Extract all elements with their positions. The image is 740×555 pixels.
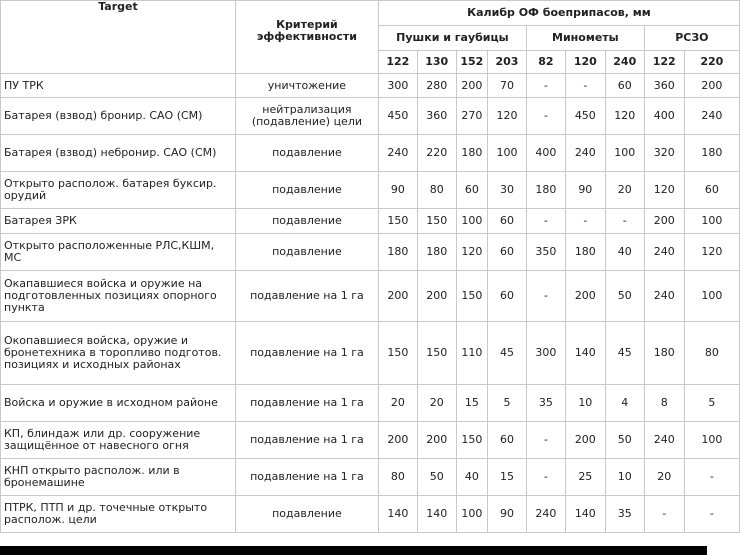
- value-cell: 200: [566, 422, 605, 458]
- value-cell: -: [527, 209, 565, 233]
- target-cell: ПУ ТРК: [1, 74, 235, 97]
- value-cell: 450: [379, 98, 417, 134]
- value-cell: -: [527, 459, 565, 495]
- value-cell: 150: [457, 422, 487, 458]
- value-cell: 110: [457, 322, 487, 384]
- criterion-cell: уничтожение: [236, 74, 378, 97]
- value-cell: 120: [645, 172, 684, 208]
- value-cell: 100: [685, 422, 739, 458]
- value-cell: 50: [606, 271, 644, 321]
- value-cell: -: [685, 459, 739, 495]
- value-cell: 150: [457, 271, 487, 321]
- value-cell: 400: [527, 135, 565, 171]
- target-cell: Батарея (взвод) небронир. САО (СМ): [1, 135, 235, 171]
- value-cell: 240: [685, 98, 739, 134]
- value-cell: 120: [457, 234, 487, 270]
- value-cell: 25: [566, 459, 605, 495]
- value-cell: 50: [418, 459, 456, 495]
- criterion-cell: нейтрализация (подавление) цели: [236, 98, 378, 134]
- value-cell: 240: [645, 271, 684, 321]
- criterion-cell: подавление: [236, 135, 378, 171]
- header-caliber: Калибр ОФ боеприпасов, мм: [379, 1, 739, 25]
- criterion-cell: подавление: [236, 209, 378, 233]
- value-cell: 280: [418, 74, 456, 97]
- value-cell: 140: [379, 496, 417, 532]
- value-cell: 10: [606, 459, 644, 495]
- value-cell: 240: [379, 135, 417, 171]
- value-cell: 140: [566, 322, 605, 384]
- value-cell: 5: [488, 385, 526, 421]
- value-cell: -: [606, 209, 644, 233]
- value-cell: 70: [488, 74, 526, 97]
- value-cell: 360: [418, 98, 456, 134]
- value-cell: 60: [488, 209, 526, 233]
- value-cell: 90: [488, 496, 526, 532]
- value-cell: 450: [566, 98, 605, 134]
- target-cell: КНП открыто располож. или в бронемашине: [1, 459, 235, 495]
- value-cell: 20: [418, 385, 456, 421]
- value-cell: 100: [457, 496, 487, 532]
- value-cell: 180: [527, 172, 565, 208]
- value-cell: 100: [685, 209, 739, 233]
- criterion-cell: подавление на 1 га: [236, 422, 378, 458]
- value-cell: 220: [418, 135, 456, 171]
- value-cell: 180: [685, 135, 739, 171]
- value-cell: 300: [527, 322, 565, 384]
- value-cell: 90: [379, 172, 417, 208]
- value-cell: 200: [645, 209, 684, 233]
- value-cell: 100: [606, 135, 644, 171]
- value-cell: 20: [606, 172, 644, 208]
- value-cell: 180: [379, 234, 417, 270]
- value-cell: 45: [488, 322, 526, 384]
- value-cell: 100: [685, 271, 739, 321]
- value-cell: 15: [488, 459, 526, 495]
- target-cell: ПТРК, ПТП и др. точечные открыто располож. цели: [1, 496, 235, 532]
- table-row: [1, 422, 739, 458]
- caliber-header: 240: [606, 51, 644, 73]
- value-cell: 80: [379, 459, 417, 495]
- header-criterion: Критерий эффективности: [236, 1, 378, 73]
- bottom-black-bar: [0, 546, 707, 555]
- caliber-header: 152: [457, 51, 487, 73]
- value-cell: 8: [645, 385, 684, 421]
- table-row: [1, 209, 739, 233]
- caliber-header: 220: [685, 51, 739, 73]
- value-cell: 80: [418, 172, 456, 208]
- value-cell: 60: [488, 271, 526, 321]
- value-cell: 240: [566, 135, 605, 171]
- target-cell: Войска и оружие в исходном районе: [1, 385, 235, 421]
- value-cell: 200: [685, 74, 739, 97]
- value-cell: -: [645, 496, 684, 532]
- value-cell: 180: [566, 234, 605, 270]
- target-cell: Батарея (взвод) бронир. САО (СМ): [1, 98, 235, 134]
- criterion-cell: подавление: [236, 234, 378, 270]
- value-cell: 120: [488, 98, 526, 134]
- value-cell: -: [566, 209, 605, 233]
- target-cell: Батарея ЗРК: [1, 209, 235, 233]
- value-cell: 150: [379, 209, 417, 233]
- value-cell: 180: [418, 234, 456, 270]
- table-row: [1, 271, 739, 321]
- table-row: [1, 385, 739, 421]
- caliber-header: 120: [566, 51, 605, 73]
- value-cell: 240: [645, 422, 684, 458]
- header-target: Target: [1, 1, 235, 73]
- value-cell: 20: [379, 385, 417, 421]
- value-cell: 60: [606, 74, 644, 97]
- value-cell: 4: [606, 385, 644, 421]
- value-cell: 200: [379, 271, 417, 321]
- table-row: [1, 459, 739, 495]
- table-row: [1, 135, 739, 171]
- header-group-mlrs: РСЗО: [645, 26, 739, 50]
- target-cell: Окапавшиеся войска и оружие на подготовленных позициях опорного пункта: [1, 271, 235, 321]
- caliber-header: 122: [379, 51, 417, 73]
- value-cell: 400: [645, 98, 684, 134]
- target-cell: КП, блиндаж или др. сооружение защищённое от навесного огня: [1, 422, 235, 458]
- value-cell: 60: [488, 234, 526, 270]
- value-cell: 150: [379, 322, 417, 384]
- value-cell: 5: [685, 385, 739, 421]
- value-cell: 45: [606, 322, 644, 384]
- value-cell: 35: [606, 496, 644, 532]
- value-cell: 100: [457, 209, 487, 233]
- value-cell: 360: [645, 74, 684, 97]
- value-cell: 60: [457, 172, 487, 208]
- value-cell: 15: [457, 385, 487, 421]
- value-cell: 270: [457, 98, 487, 134]
- value-cell: -: [527, 98, 565, 134]
- caliber-header: 122: [645, 51, 684, 73]
- value-cell: 120: [685, 234, 739, 270]
- value-cell: 200: [457, 74, 487, 97]
- value-cell: 30: [488, 172, 526, 208]
- table-row: [1, 234, 739, 270]
- value-cell: 140: [418, 496, 456, 532]
- caliber-header: 82: [527, 51, 565, 73]
- value-cell: 120: [606, 98, 644, 134]
- value-cell: 100: [488, 135, 526, 171]
- table-row: [1, 322, 739, 384]
- table-row: [1, 98, 739, 134]
- value-cell: 80: [685, 322, 739, 384]
- value-cell: 180: [457, 135, 487, 171]
- value-cell: 200: [418, 271, 456, 321]
- target-cell: Окопавшиеся войска, оружие и бронетехника в торопливо подготов. позициях и исходных районах: [1, 322, 235, 384]
- value-cell: 200: [566, 271, 605, 321]
- criterion-cell: подавление: [236, 172, 378, 208]
- value-cell: 300: [379, 74, 417, 97]
- header-group-guns: Пушки и гаубицы: [379, 26, 526, 50]
- value-cell: 40: [457, 459, 487, 495]
- value-cell: -: [527, 422, 565, 458]
- value-cell: 20: [645, 459, 684, 495]
- value-cell: 240: [645, 234, 684, 270]
- target-cell: Открыто расположенные РЛС,КШМ, МС: [1, 234, 235, 270]
- value-cell: 35: [527, 385, 565, 421]
- table-row: [1, 172, 739, 208]
- value-cell: 90: [566, 172, 605, 208]
- value-cell: -: [527, 271, 565, 321]
- value-cell: 60: [685, 172, 739, 208]
- value-cell: 60: [488, 422, 526, 458]
- value-cell: 140: [566, 496, 605, 532]
- value-cell: 350: [527, 234, 565, 270]
- value-cell: 150: [418, 209, 456, 233]
- value-cell: 50: [606, 422, 644, 458]
- value-cell: 40: [606, 234, 644, 270]
- criterion-cell: подавление на 1 га: [236, 271, 378, 321]
- header-group-mortars: Минометы: [527, 26, 644, 50]
- value-cell: 200: [379, 422, 417, 458]
- value-cell: -: [685, 496, 739, 532]
- value-cell: 200: [418, 422, 456, 458]
- table-row: [1, 496, 739, 532]
- value-cell: 180: [645, 322, 684, 384]
- value-cell: 10: [566, 385, 605, 421]
- value-cell: 240: [527, 496, 565, 532]
- value-cell: -: [566, 74, 605, 97]
- value-cell: 320: [645, 135, 684, 171]
- value-cell: -: [527, 74, 565, 97]
- target-cell: Открыто располож. батарея букcир. орудий: [1, 172, 235, 208]
- criterion-cell: подавление: [236, 496, 378, 532]
- criterion-cell: подавление на 1 га: [236, 385, 378, 421]
- table-row: [1, 74, 739, 97]
- criterion-cell: подавление на 1 га: [236, 459, 378, 495]
- caliber-header: 203: [488, 51, 526, 73]
- value-cell: 150: [418, 322, 456, 384]
- criterion-cell: подавление на 1 га: [236, 322, 378, 384]
- caliber-header: 130: [418, 51, 456, 73]
